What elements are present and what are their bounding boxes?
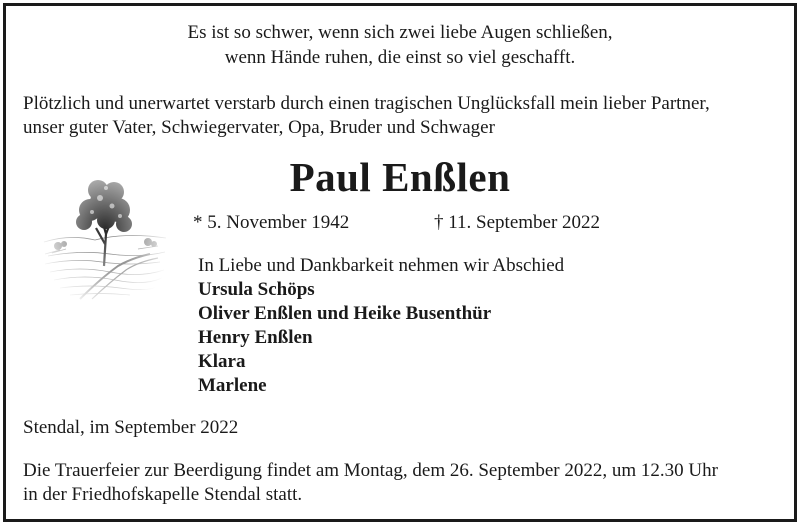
deceased-name: Paul Enßlen bbox=[289, 154, 511, 200]
mourner-name: Marlene bbox=[198, 375, 267, 396]
obituary-notice bbox=[3, 3, 797, 522]
intro-line-1: Plötzlich und unerwartet verstarb durch einen tragischen Unglücksfall mein lieber Partner, bbox=[23, 93, 710, 114]
farewell-line: In Liebe und Dankbarkeit nehmen wir Abschied bbox=[198, 255, 565, 276]
mourner-name: Henry Enßlen bbox=[198, 327, 313, 348]
service-line-1: Die Trauerfeier zur Beerdigung findet am Montag, dem 26. September 2022, um 12.30 Uhr bbox=[23, 460, 718, 481]
death-date: † 11. September 2022 bbox=[434, 212, 601, 233]
mourner-name: Klara bbox=[198, 351, 246, 372]
service-line-2: in der Friedhofskapelle Stendal statt. bbox=[23, 484, 303, 505]
quote-line-1: Es ist so schwer, wenn sich zwei liebe Augen schließen, bbox=[187, 22, 613, 43]
place-date: Stendal, im September 2022 bbox=[23, 417, 239, 438]
birth-date: * 5. November 1942 bbox=[193, 212, 350, 233]
mourner-name: Ursula Schöps bbox=[198, 279, 315, 300]
intro-line-2: unser guter Vater, Schwiegervater, Opa, Bruder und Schwager bbox=[23, 117, 495, 138]
quote-line-2: wenn Hände ruhen, die einst so viel geschafft. bbox=[224, 47, 576, 68]
mourner-name: Oliver Enßlen und Heike Busenthür bbox=[198, 303, 492, 324]
